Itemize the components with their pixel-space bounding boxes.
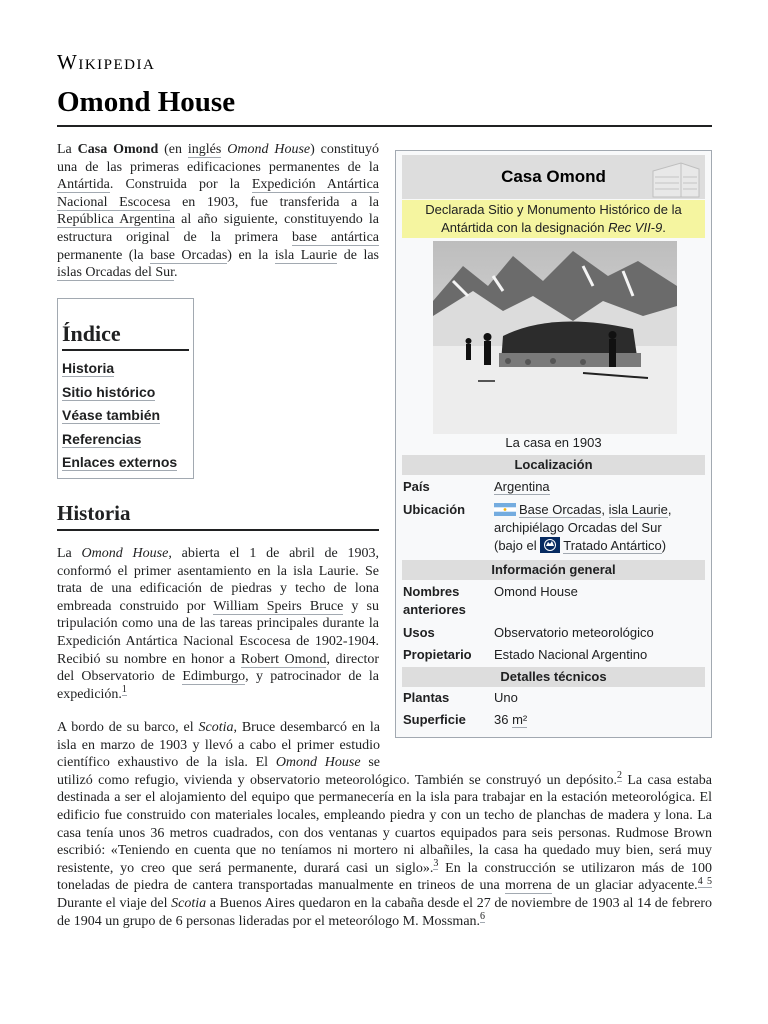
link-republica-argentina[interactable]: República Argentina	[57, 212, 175, 228]
link-tratado-antartico[interactable]: Tratado Antártico	[563, 538, 662, 553]
link-isla-laurie-infobox[interactable]: isla Laurie	[608, 502, 668, 517]
label-superficie: Superficie	[403, 712, 466, 727]
argentina-flag-icon	[494, 503, 516, 516]
reference-link-6[interactable]: 6	[480, 910, 486, 922]
link-expedicion[interactable]: Expedición Antártica Nacional Escocesa	[57, 177, 379, 210]
value-usos: Observatorio meteorológico	[494, 625, 654, 640]
toc-title: Índice	[62, 321, 189, 351]
label-ubicacion: Ubicación	[403, 502, 466, 517]
value-pais	[494, 478, 708, 496]
link-metro-cuadrado[interactable]: m²	[512, 712, 528, 727]
reference-link-3[interactable]: 3	[433, 858, 439, 870]
link-morrena[interactable]: morrena	[505, 878, 552, 894]
link-robert-omond[interactable]: Robert Omond	[240, 651, 327, 667]
link-ingles[interactable]: inglés	[187, 142, 222, 157]
label-plantas: Plantas	[403, 690, 450, 705]
link-antartida[interactable]: Antártida	[57, 177, 110, 193]
value-ubicacion: Base Orcadas, isla Laurie, archipiélago Orcadas del Sur (bajo el Tratado Antártico)	[494, 502, 672, 553]
historic-photo[interactable]	[433, 241, 677, 434]
building-icon	[651, 159, 701, 199]
photo-caption: La casa en 1903	[505, 435, 602, 450]
table-of-contents	[57, 298, 194, 479]
reference-link-4-5[interactable]: 4 5	[697, 875, 713, 887]
header-localizacion: Localización	[402, 455, 705, 475]
link-william-bruce[interactable]: William Speirs Bruce	[213, 598, 344, 614]
toc-item-vease-tambien[interactable]: Véase también	[62, 407, 161, 423]
link-isla-laurie[interactable]: isla Laurie	[274, 247, 338, 263]
label-pais: País	[403, 479, 430, 494]
historia-paragraph-2: A bordo de su barco, el Scotia, Bruce desembarcó en la isla en marzo de 1903 y llevó a cabo el primer estudio científico exhaustivo de la isla. El Omond House se utilizó como refugio, vivienda y observatorio meteorológico. También se construyó un depósito.$^2$ La casa estaba destinada a ser el alojamiento del equipo que permanecería en la isla para trabajar en la estación meteorológica. El edificio fue construido con materiales locales, empleando piedra y con un techo de planchas de madera y lona. La casa tenía unos 36 metros cuadrados, con dos ventanas y cuartos equipados para seis personas. Rudmose Brown escribió: «Teniendo en cuenta que no teníamos ni mortero ni albañiles, la casa ha quedado muy bien, será muy resistente, yo creo que será permanente, durará casi un siglo».$^3$ En la construcción se utilizaron más de 100 toneladas de piedra de cantera transportadas manualmente en trineos de una morrena de un glaciar adyacente.$^{4 5}$ Durante el viaje del Scotia a Buenos Aires quedaron en la cabaña desde el 27 de noviembre de 1903 al 14 de febrero de 1904 un grupo de 6 personas lideradas por el meteorólogo M. Mossman.$^6$	[57, 720, 713, 929]
section-heading-historia: Historia	[57, 501, 379, 531]
link-base-antartica[interactable]: base antártica	[292, 229, 379, 245]
reference-link-2[interactable]: 2	[616, 770, 622, 782]
value-plantas: Uno	[494, 690, 518, 705]
header-detalles-tecnicos: Detalles técnicos	[402, 667, 705, 687]
link-islas-orcadas[interactable]: islas Orcadas del Sur	[57, 265, 175, 281]
toc-item-referencias[interactable]: Referencias	[62, 430, 142, 447]
label-nombres-anteriores: Nombres anteriores	[403, 584, 466, 617]
link-argentina[interactable]: Argentina	[494, 479, 550, 494]
historia-paragraph-1: La Omond House, abierta el 1 de abril de 1903, conformó el primer asentamiento en la isla Laurie. Se trata de una edificación de piedras y techo de lona embreada construido por William Speirs Bruce y su tripulación como una de las tareas principales durante la Expedición Antártica Nacional Escocesa de 1902-1904. Recibió su nombre en honor a Robert Omond, director del Observatorio de Edimburgo, y patrocinador de la expedición.$^1$	[57, 546, 380, 702]
lead-paragraph: La Casa Omond (en inglés Omond House) constituyó una de las primeras edificaciones permanentes de la Antártida. Construida por la Expedición Antártica Nacional Escocesa en 1903, fue transferida a la República Argentina al año siguiente, constituyendo la estructura original de la primera base antártica permanente (la base Orcadas) en la isla Laurie de las islas Orcadas del Sur.	[57, 142, 380, 281]
label-propietario: Propietario	[403, 647, 472, 662]
link-base-orcadas[interactable]: base Orcadas	[150, 247, 228, 263]
infobox	[395, 150, 712, 738]
page-title: Omond House	[57, 86, 712, 127]
link-base-orcadas-infobox[interactable]: Base Orcadas	[519, 502, 602, 517]
toc-item-sitio-historico[interactable]: Sitio histórico	[62, 383, 156, 400]
reference-link-1[interactable]: 1	[121, 684, 127, 696]
toc-item-enlaces-externos[interactable]: Enlaces externos	[62, 454, 178, 470]
toc-item-historia[interactable]: Historia	[62, 360, 115, 376]
wikipedia-logo[interactable]	[57, 50, 155, 75]
antarctic-treaty-emblem-icon	[540, 537, 560, 553]
value-propietario: Estado Nacional Argentino	[494, 647, 648, 662]
label-usos: Usos	[403, 625, 435, 640]
link-edimburgo[interactable]: Edimburgo	[182, 669, 246, 685]
value-superficie: 36 m²	[494, 712, 528, 727]
infobox-title: Casa Omond	[501, 167, 606, 186]
designation-banner: Declarada Sitio y Monumento Histórico de la Antártida con la designación Rec VII-9.	[402, 200, 705, 238]
value-nombres-anteriores: Omond House	[494, 584, 578, 599]
logo-text: Wikipedia	[57, 50, 156, 74]
header-informacion-general: Información general	[402, 560, 705, 580]
infobox-title-bar	[402, 155, 705, 199]
